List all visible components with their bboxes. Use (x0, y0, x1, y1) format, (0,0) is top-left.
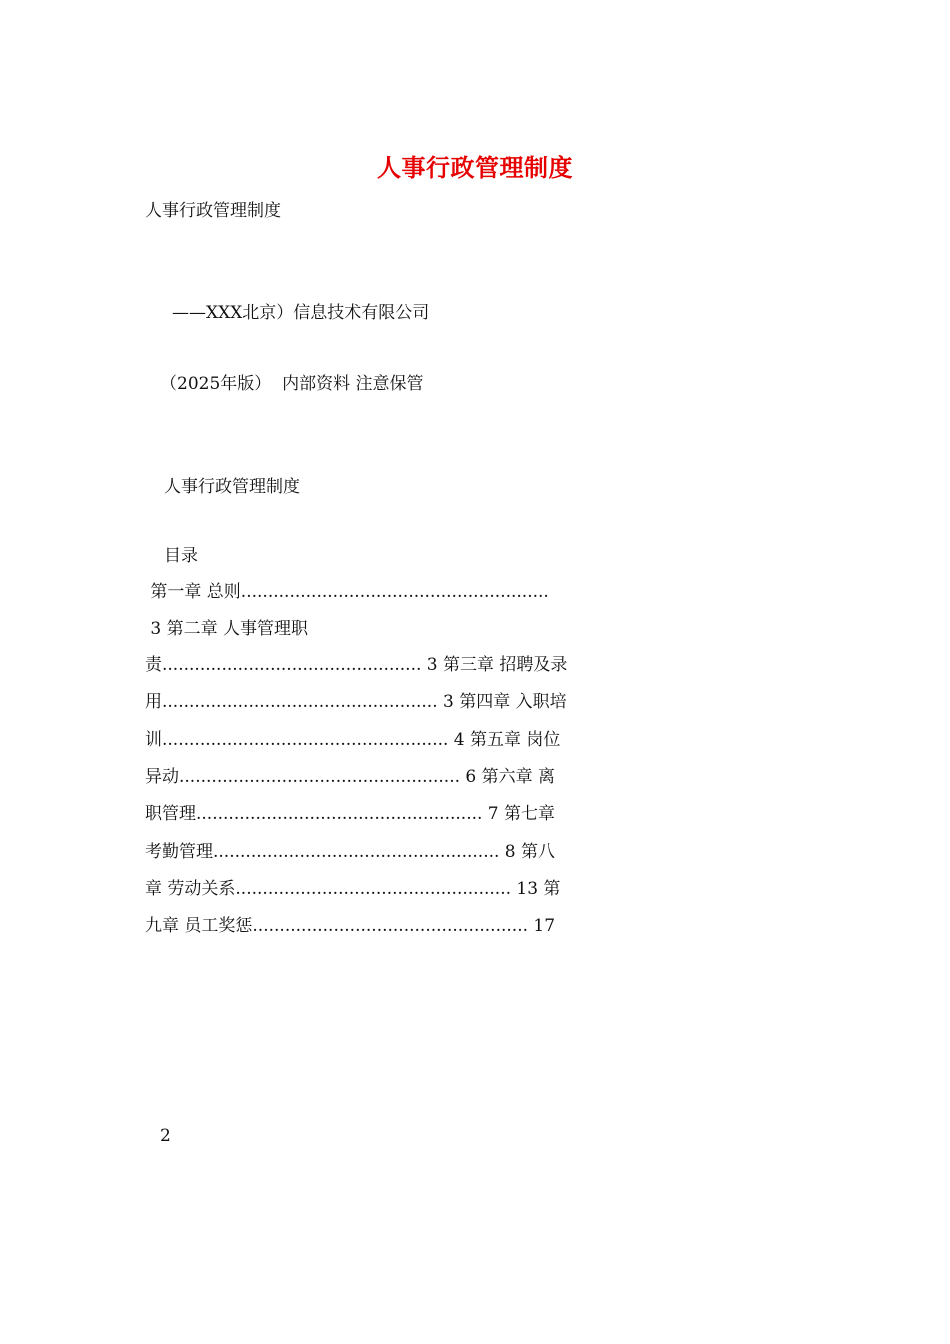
document-subtitle: 人事行政管理制度 (145, 201, 281, 221)
company-name: ——XXX北京）信息技术有限公司 (172, 303, 430, 323)
toc-line: 3 第二章 人事管理职 (145, 619, 309, 639)
page-number: 2 (160, 1126, 171, 1146)
section-title: 人事行政管理制度 (164, 477, 300, 497)
toc-line: 章 劳动关系................................................... 13 第 (145, 879, 561, 899)
toc-line: 职管理..................................................... 7 第七章 (145, 804, 556, 824)
toc-line: 训..................................................... 4 第五章 岗位 (145, 730, 561, 750)
toc-heading: 目录 (164, 546, 198, 566)
toc-line: 第一章 总则......................................................... (145, 582, 549, 602)
toc-line: 责................................................ 3 第三章 招聘及录 (145, 655, 568, 675)
document-title: 人事行政管理制度 (377, 153, 573, 182)
toc-line: 异动.................................................... 6 第六章 离 (145, 767, 556, 787)
toc-line: 用................................................... 3 第四章 入职培 (145, 692, 567, 712)
toc-line: 考勤管理..................................................... 8 第八 (145, 842, 556, 862)
edition-note: （2025年版） 内部资料 注意保管 (160, 374, 424, 394)
toc-line: 九章 员工奖惩................................................... 17 (145, 916, 556, 936)
